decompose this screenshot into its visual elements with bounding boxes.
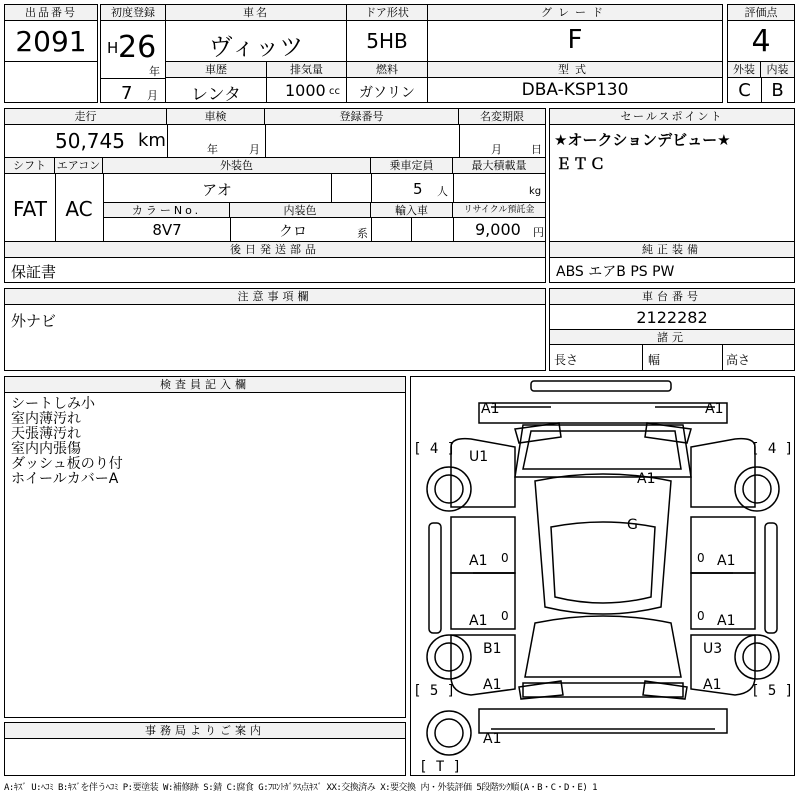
reg-year-unit: 年 [149,65,160,78]
color-number: 8V7 [152,221,182,239]
damage-mark: 0 [501,609,509,623]
disp-label: 排気量 [267,62,346,78]
inspector-note: ダッシュ板のり付 [11,456,123,472]
door-box [346,4,428,62]
damage-mark: A1 [637,471,656,487]
dims-height: 高さ [726,353,751,367]
damage-mark: A1 [717,613,736,629]
chassis-number: 2122282 [636,308,708,327]
grade-label: グレード [428,5,722,21]
reg-box [100,4,166,103]
dims-length: 長さ [554,353,579,367]
score-label: 評価点 [728,5,794,21]
disp-unit: cc [329,86,340,97]
fuel-box [346,61,428,103]
displacement: 1000 [285,81,326,100]
grade-box [427,4,723,62]
interior-color: クロ [279,224,307,240]
sales-point-1: ★オークションデビュー★ [554,131,731,149]
sales-point-2: ＥＴＣ [556,155,608,173]
dims-width: 幅 [648,353,661,367]
reg-month-unit: 月 [147,89,158,102]
damage-mark: A1 [483,731,502,747]
damage-mark: U3 [703,641,723,657]
later-parts-box [4,241,546,283]
damage-mark: A1 [705,401,724,417]
damage-mark: A1 [703,677,722,693]
intcolor-label: 内装色 [230,203,371,218]
damage-mark: U1 [469,449,489,465]
exterior-color: アオ [202,181,232,199]
dims-label: 諸元 [550,330,794,345]
inspector-note: 天張薄汚れ [11,426,81,442]
door-label: ドア形状 [347,5,427,21]
capacity-label: 乗車定員 [371,158,453,174]
caution: 外ナビ [11,312,57,330]
inspector-note: ホイールカバーA [11,471,119,487]
damage-mark: A1 [481,401,500,417]
equipment-label: 純正装備 [550,242,794,258]
equipment: ABS エアB PS PW [556,264,675,280]
shift: FAT [12,197,47,221]
capacity-unit: 人 [437,185,448,198]
shift-label: シフト [5,158,55,174]
tire-tread-rr: [ 5 ] [751,683,794,699]
office-label: 事務局よりご案内 [5,723,405,739]
chassis-label: 車台番号 [550,289,794,305]
reg-month: 7 [121,83,133,104]
caution-box [4,288,546,371]
inspector-note: 室内薄汚れ [11,411,81,427]
inspector-label: 検査員記入欄 [5,377,405,393]
damage-mark: A1 [717,553,736,569]
vehicle-detail-box [4,108,546,242]
damage-mark: 0 [501,551,509,565]
ac: AC [65,197,93,221]
car-name: ヴィッツ [208,33,304,61]
damage-mark: G [627,517,638,533]
fuel-label: 燃料 [347,62,427,78]
inspection-month: 月 [249,143,260,156]
damage-mark: A1 [483,677,502,693]
damage-mark: A1 [469,553,488,569]
inspector-box [4,376,406,718]
ext-int-box [727,61,795,103]
legend: A:ｷｽﾞ U:ﾍｺﾐ B:ｷｽﾞを伴うﾍｺﾐ P:要塗装 W:補修跡 S:錆 C:腐食 G:ﾌﾛﾝﾄｶﾞﾗｽ点ｷｽﾞ XX:交換済み X:要交換 内・外装評価 5段階ﾗﾝｸ順(A・B・C・D・E) 1 [4,783,598,793]
mileage: 50,745 [55,129,125,153]
history-label: 車歴 [166,62,266,78]
lot-label: 出品番号 [5,5,97,21]
name-label: 車名 [166,5,346,21]
inspector-note: 室内内張傷 [11,441,81,457]
namechange-label: 名変期限 [459,109,545,125]
model-box [427,61,723,103]
later-parts-label: 後日発送部品 [5,242,545,258]
regno-label: 登録番号 [265,109,459,125]
sales-point-box [549,108,795,242]
reg-era: H [107,39,119,57]
capacity: 5 [413,180,423,198]
recycle-unit: 円 [533,226,544,239]
score-box [727,4,795,62]
later-parts: 保証書 [11,263,57,281]
lot-number: 2091 [15,25,87,58]
int-label: 内装 [761,62,794,78]
damage-mark: 0 [697,609,705,623]
color-label: 外装色 [103,158,371,174]
import-label: 輸入車 [371,203,453,218]
inspection-year: 年 [207,143,218,156]
recycle-label: リサイクル預託金 [453,203,545,218]
damage-diagram [410,376,795,776]
score: 4 [751,24,771,59]
disp-box [266,61,347,103]
history-box [165,61,267,103]
lot-box [4,4,98,62]
name-box [165,4,347,62]
tire-tread-fr: [ 4 ] [751,441,794,457]
fuel: ガソリン [359,85,415,101]
caution-label: 注意事項欄 [5,289,545,305]
namechange-month: 月 [491,143,502,156]
reg-label: 初度登録 [101,5,165,21]
chassis-box [549,288,795,371]
mileage-unit: km [138,130,166,151]
load-label: 最大積載量 [453,158,545,174]
model: DBA-KSP130 [521,80,629,100]
recycle-fee: 9,000 [475,220,521,239]
sales-label: セールスポイント [550,109,794,125]
ac-label: エアコン [55,158,103,174]
reg-year: 26 [118,30,157,65]
ext-label: 外装 [728,62,761,78]
tire-tread-fl: [ 4 ] [413,441,456,457]
inspector-note: シートしみ小 [11,396,95,412]
ext-grade: C [738,80,751,101]
lot-empty-box [4,61,98,103]
equipment-box [549,241,795,283]
model-label: 型式 [428,62,722,78]
damage-mark: B1 [483,641,502,657]
damage-mark: 0 [697,551,705,565]
interior-color-unit: 系 [357,227,368,240]
mileage-label: 走行 [5,109,167,125]
tire-tread-rl: [ 5 ] [413,683,456,699]
office-box [4,722,406,776]
history: レンタ [191,85,241,105]
colorno-label: カラーNo. [104,203,230,218]
load-unit: kg [529,186,542,197]
inspection-label: 車検 [167,109,265,125]
namechange-day: 日 [531,143,542,156]
car-outline [411,377,794,775]
int-grade: B [771,80,784,101]
door-type: 5HB [366,29,408,53]
damage-mark: A1 [469,613,488,629]
spare-tire: [ T ] [419,759,462,775]
grade: F [567,25,583,55]
